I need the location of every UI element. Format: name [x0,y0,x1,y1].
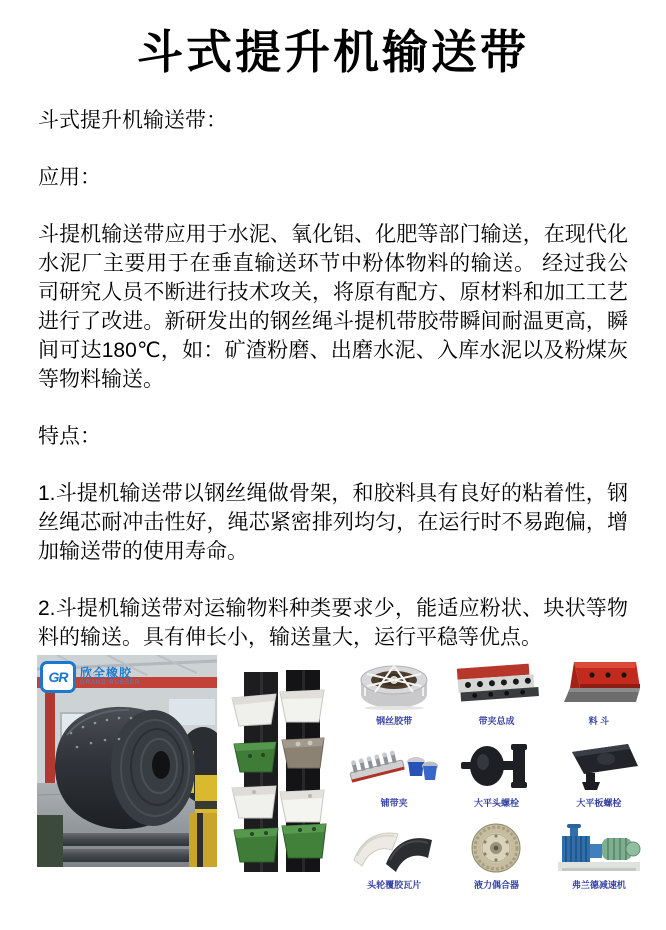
elevator-buckets-photo [230,668,334,878]
rubber-lagging-tile-image [350,822,438,874]
page-title: 斗式提升机输送带 [137,26,529,78]
brand-name-cn: 欣全橡胶 [80,666,133,680]
product-label: 头轮覆胶瓦片 [367,880,422,890]
accessories-grid [346,658,647,890]
product-subtitle: 斗式提升机输送带： [38,109,227,132]
factory-belt-roll-photo [37,655,217,867]
product-thumbnail-belt-clamp-assembly [448,658,544,726]
product-label: 弗兰德减速机 [571,880,626,890]
product-thumbnail-flat-head-bolt [448,740,544,808]
product-label: 铺带夹 [380,798,408,808]
product-thumbnail-steel-cord-belt [346,658,442,726]
hopper-image [556,658,642,710]
product-thumbnail-belt-laying-clamp [346,740,442,808]
belt-clamp-assembly-image [450,658,542,710]
product-thumbnail-hopper [551,658,647,726]
feature-item-1: 1.斗提机输送带以钢丝绳做骨架，和胶料具有良好的粘着性，钢丝绳芯耐冲击性好，绳芯紧密排列均匀，在运行时不易跑偏，增加输送带的使用寿命。 [38,482,628,563]
flat-head-bolt-image [459,740,533,792]
application-heading: 应用： [38,166,101,189]
brand-name-en: GRAND RUBBER [80,680,141,686]
belt-laying-clamp-image [348,740,440,792]
brand-logo [40,661,140,693]
product-label: 大平板螺栓 [576,798,622,808]
brand-logo-text [80,667,140,687]
product-thumbnail-rubber-lagging-tile [346,822,442,890]
features-heading: 特点： [38,425,101,448]
product-label: 钢丝胶带 [376,716,413,726]
steel-cord-belt-image [355,658,433,710]
product-label: 料 斗 [588,716,610,726]
flat-plate-bolt-image [558,740,640,792]
product-label: 液力偶合器 [473,880,519,890]
feature-item-2: 2.斗提机输送带对运输物料种类要求少，能适应粉状、块状等物料的输送。具有伸长小，输送量大，运行平稳等优点。 [38,597,628,649]
application-text: 斗提机输送带应用于水泥、氧化铝、化肥等部门输送，在现代化水泥厂主要用于在垂直输送环节中粉体物料的输送。 经过我公司研究人员不断进行技术攻关，将原有配方、原材料和加工工艺进行了改进。新研发出的钢丝绳斗提机带胶带瞬间耐温更高，瞬间可达180℃，如：矿渣粉磨、出磨水泥、入库水泥以及粉煤灰等物料输送。 [38,223,628,391]
product-thumbnail-fluid-coupling [448,822,544,890]
elevator-buckets-image [230,668,334,878]
fluid-coupling-image [467,822,525,874]
brand-logo-icon [40,661,76,693]
product-label: 大平头螺栓 [473,798,519,808]
brand-initials: GR [48,669,68,685]
product-thumbnail-flender-reducer [551,822,647,890]
flender-reducer-image [554,822,644,874]
product-gallery [37,652,647,890]
product-label: 带夹总成 [478,716,515,726]
product-thumbnail-flat-plate-bolt [551,740,647,808]
